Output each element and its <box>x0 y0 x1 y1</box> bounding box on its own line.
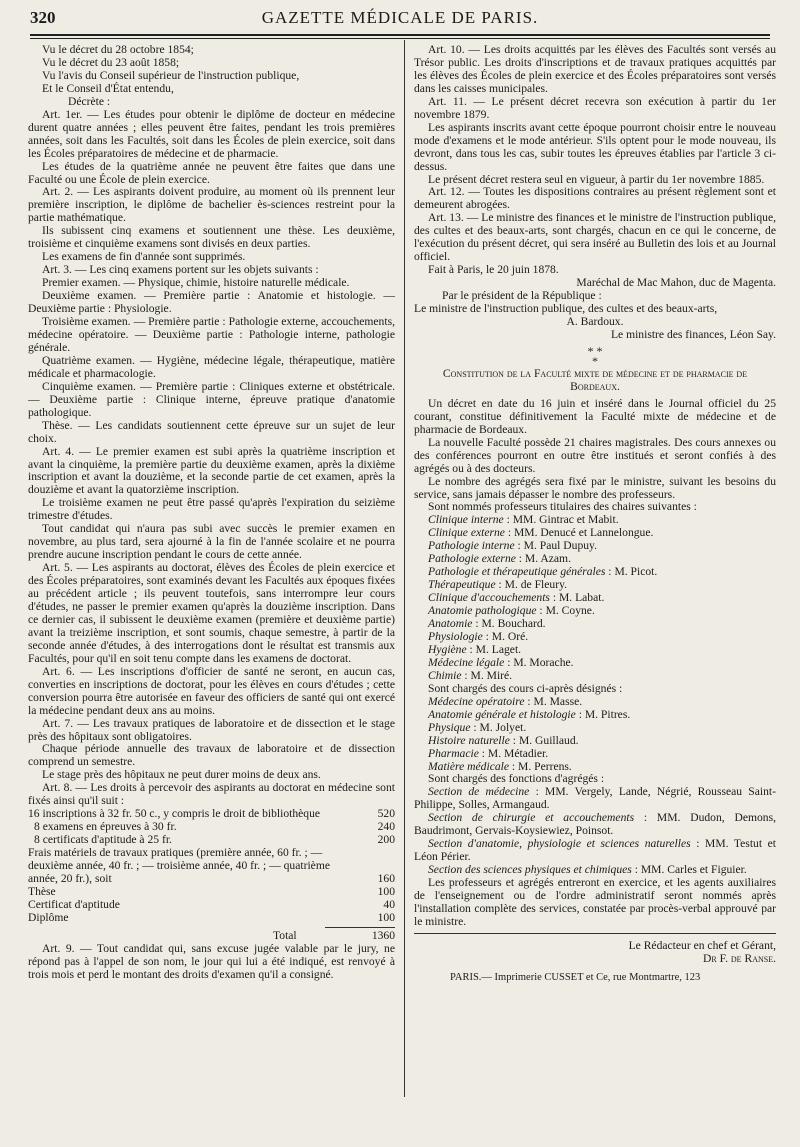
holder-names: M. de Fleury. <box>504 578 568 592</box>
paragraph: Ils subissent cinq examens et soutiennent une thèse. Les deuxième, troisième et cinquième examens sont divisés en deux parties. <box>28 224 395 251</box>
chair-name: Anatomie <box>428 617 473 631</box>
paragraph: Sont chargés des cours ci-après désignés : <box>428 681 623 695</box>
page-number: 320 <box>30 8 56 27</box>
chair-name: Clinique d'accouchements <box>428 591 550 605</box>
exam-2: Deuxième examen. — Première partie : Anatomie et histologie. — Deuxième partie : Physiologie. <box>28 289 395 316</box>
chair-name: Anatomie générale et histologie <box>428 707 576 721</box>
agreges-list <box>414 786 776 877</box>
sum-rule <box>325 927 395 928</box>
holder-names: M. Miré. <box>470 668 513 682</box>
article-13: Art. 13. — Le ministre des finances et le ministre de l'instruction publique, des cultes et des beaux-arts, sont chargés, chacun en ce qui le concerne, de l'exécution du présent décret, qui sera inséré au Bulletin des lois et au Journal officiel. <box>414 211 776 264</box>
chair-name: Médecine légale <box>428 655 505 669</box>
list-item: Clinique d'accouchements : M. Labat. <box>428 591 605 605</box>
chairs-list <box>414 514 776 682</box>
list-item: Médecine légale : M. Morache. <box>428 655 574 669</box>
list-item: Médecine opératoire : M. Masse. <box>428 694 583 708</box>
list-item: Anatomie pathologique : M. Coyne. <box>428 604 595 618</box>
paragraph: Le troisième examen ne peut être passé qu'après l'expiration du seizième trimestre d'études. <box>28 496 395 523</box>
exam-5: Cinquième examen. — Première partie : Cliniques externe et obstétricale. — Deuxième partie : Clinique interne, épreuve pratique d'anatomie pathologique. <box>28 379 395 419</box>
signature-line: Le ministre des finances, Léon Say. <box>610 327 776 341</box>
section-heading: Constitution de la Faculté mixte de médecine et de pharmacie de Bordeaux. <box>442 366 748 393</box>
paragraph: Les aspirants inscrits avant cette époque pourront choisir entre le nouveau mode d'examens et le mode antérieur. S'ils optent pour le mode nouveau, ils devront, dans tous les cas, subir toutes les épreuves établies par l'article 3 ci-dessus. <box>414 120 776 173</box>
editor-role: Le Rédacteur en chef et Gérant, <box>628 938 776 952</box>
list-item: Clinique interne : MM. Gintrac et Mabit. <box>428 513 619 527</box>
chair-name: Anatomie pathologique <box>428 604 537 618</box>
fee-row: Thèse 100 <box>28 884 395 898</box>
fee-row: 8 examens en épreuves à 30 fr. 240 <box>34 820 395 834</box>
holder-names: M. Pitres. <box>584 707 631 721</box>
list-item: Clinique externe : MM. Denucé et Lannelongue. <box>428 526 654 540</box>
chair-name: Section d'anatomie, physiologie et sciences naturelles <box>428 837 691 851</box>
holder-names: MM. Denucé et Lannelongue. <box>513 526 654 540</box>
article-6: Art. 6. — Les inscriptions d'officier de santé ne seront, en aucun cas, converties en inscriptions de doctorat, pour les élèves en cours d'études ; cette conversion pourra être autorisée en faveur des officiers de santé qui ont exercé la médecine pendant deux ans au moins. <box>28 664 395 717</box>
holder-names: M. Métadier. <box>487 746 549 760</box>
list-item: Physiologie : M. Oré. <box>428 629 529 643</box>
ornament-stars: * * * <box>587 343 603 368</box>
fee-row: Certificat d'aptitude 40 <box>28 897 395 911</box>
holder-names: MM. Gintrac et Mabit. <box>512 513 619 527</box>
paragraph: Et le Conseil d'État entendu, <box>42 81 174 95</box>
paragraph: Le stage près des hôpitaux ne peut durer moins de deux ans. <box>42 768 321 782</box>
article-10: Art. 10. — Les droits acquittés par les élèves des Facultés sont versés au Trésor public. Les droits d'inscriptions et de travaux pratiques acquittés par les élèves des Écoles de plein exercice et des Écoles préparatoires sont versés dans les caisses municipales. <box>414 43 776 95</box>
editor-name: Dr F. de Ranse. <box>702 951 776 965</box>
page-header <box>30 8 770 32</box>
paragraph: Chaque période annuelle des travaux de laboratoire et de dissection comprend un semestre. <box>28 742 395 769</box>
fee-total: Total 1360 <box>273 928 395 942</box>
article-4: Art. 4. — Le premier examen est subi après la quatrième inscription et avant la cinquième, la première partie du deuxième examen, après la dixième inscription et avant la douzième, et la seconde partie de cet examen, après la douzième et avant la quatorzième inscription. <box>28 444 395 497</box>
article-1: Art. 1er. — Les études pour obtenir le diplôme de docteur en médecine durent quatre années ; elles peuvent être faites, pendant les trois premières années, soit dans les Facultés, soit dans les Écoles de plein exercice, soit dans les Écoles préparatoires de médecine et de pharmacie. <box>28 107 395 160</box>
article-11: Art. 11. — Le présent décret recevra son exécution à partir du 1er novembre 1879. <box>414 94 776 121</box>
exam-1: Premier examen. — Physique, chimie, histoire naturelle médicale. <box>42 276 350 290</box>
list-item: Anatomie : M. Bouchard. <box>428 617 546 631</box>
paragraph: Les études de la quatrième année ne peuvent être faites que dans une Faculté ou une École de plein exercice. <box>28 159 395 186</box>
chair-name: Pathologie interne <box>428 539 515 553</box>
holder-names: M. Perrens. <box>518 759 572 773</box>
chair-name: Physiologie <box>428 629 483 643</box>
list-item: Pathologie et thérapeutique générales : M. Picot. <box>428 565 658 579</box>
chair-name: Section de médecine <box>428 785 530 799</box>
imprint: PARIS.— Imprimerie CUSSET et Ce, rue Montmartre, 123 <box>450 971 701 983</box>
holder-names: M. Jolyet. <box>479 720 527 734</box>
article-12: Art. 12. — Toutes les dispositions contraires au présent règlement sont et demeurent abrogées. <box>414 185 776 212</box>
signer: Maréchal de Mac Mahon, duc de Magenta. <box>576 276 776 290</box>
list-item: Pharmacie : M. Métadier. <box>428 746 549 760</box>
signature-line: Le ministre de l'instruction publique, des cultes et des beaux-arts, <box>414 302 718 316</box>
article-3: Art. 3. — Les cinq examens portent sur les objets suivants : <box>42 263 319 277</box>
header-rule-thin <box>30 38 770 39</box>
list-item: Pathologie externe : M. Azam. <box>428 552 571 566</box>
article-5: Art. 5. — Les aspirants au doctorat, élèves des Écoles de plein exercice et des Écoles préparatoires, sont examinés devant les Facultés aux époques fixées au précédent article ; ils peuvent toutefois, sans interrompre leur cours d'études, ne passer le premier examen qu'après la douzième inscription. Dans ce dernier cas, il subissent le deuxième examen (première et deuxième partie) avant la treizième inscription, et sont soumis, chaque semestre, à partir de la seconde année d'études, à des interrogations dont le résultat est transmis aux Facultés, pour qu'il en soit tenu compte dans les examens de doctorat. <box>28 561 395 665</box>
paragraph: Vu le décret du 23 août 1858; <box>42 55 180 69</box>
holder-names: M. Guillaud. <box>518 733 579 747</box>
exam-4: Quatrième examen. — Hygiène, médecine légale, thérapeutique, matière médicale et pharmacologie. <box>28 353 395 380</box>
holder-names: M. Labat. <box>558 591 605 605</box>
left-column <box>28 44 395 982</box>
list-item: Thérapeutique : M. de Fleury. <box>428 578 568 592</box>
holder-names: M. Laget. <box>475 642 522 656</box>
list-item: Section d'anatomie, physiologie et sciences naturelles : MM. Testut et Léon Périer. <box>414 837 776 864</box>
list-item: Histoire naturelle : M. Guillaud. <box>428 733 579 747</box>
column-divider <box>404 40 405 1097</box>
chair-name: Histoire naturelle <box>428 733 510 747</box>
chair-name: Section des sciences physiques et chimiques <box>428 863 632 877</box>
holder-names: M. Masse. <box>533 694 583 708</box>
paragraph: La nouvelle Faculté possède 21 chaires magistrales. Des cours annexes ou des conférences pourront en outre être institués et seront confiés à des agrégés ou à des docteurs. <box>414 435 776 475</box>
right-column <box>414 44 776 985</box>
list-item: Section des sciences physiques et chimiques : MM. Carles et Figuier. <box>428 863 747 877</box>
holder-names: MM. Testut et Léon Périer. <box>414 837 776 864</box>
list-item: Section de chirurgie et accouchements : MM. Dudon, Demons, Baudrimont, Gervais-Koysiewiez, Poinsot. <box>414 811 776 838</box>
holder-names: M. Morache. <box>513 655 574 669</box>
fee-row: Frais matériels de travaux pratiques (première année, 60 fr. ; — deuxième année, 40 fr. ; — troisième année, 40 fr. ; — quatrième année, 20 fr.), soit 160 <box>28 846 395 885</box>
place-date: Fait à Paris, le 20 juin 1878. <box>428 263 559 277</box>
header-rule <box>30 34 770 36</box>
fee-row: 16 inscriptions à 32 fr. 50 c., y compris le droit de bibliothèque 520 <box>28 807 395 821</box>
chair-name: Chimie <box>428 668 462 682</box>
paragraph: Décrète : <box>68 94 111 108</box>
list-item: Section de médecine : MM. Vergely, Lande, Négrié, Rousseau Saint-Philippe, Solles, Armangaud. <box>414 785 776 812</box>
chair-name: Pathologie externe <box>428 552 516 566</box>
chair-name: Section de chirurgie et accouchements <box>428 811 635 825</box>
paragraph: Sont nommés professeurs titulaires des chaires suivantes : <box>428 500 697 514</box>
fees-table <box>28 808 395 943</box>
signature-name: A. Bardoux. <box>566 315 624 329</box>
chair-name: Pharmacie <box>428 746 479 760</box>
editor-signoff <box>414 940 776 985</box>
chair-name: Médecine opératoire <box>428 694 525 708</box>
chair-name: Pathologie et thérapeutique générales <box>428 565 606 579</box>
paragraph: Tout candidat qui n'aura pas subi avec succès le premier examen en novembre, au plus tard, sera ajourné à la fin de l'année scolaire et ne pourra prendre aucune inscription pendant le cours de cette année. <box>28 522 395 562</box>
article-9: Art. 9. — Tout candidat qui, sans excuse jugée valable par le jury, ne répond pas à l'appel de son nom, le jour qui lui a été indiqué, est renvoyé à trois mois et perd le montant des droits d'examen qu'il a consigné. <box>28 941 395 981</box>
holder-names: M. Picot. <box>614 565 658 579</box>
list-item: Hygiène : M. Laget. <box>428 642 522 656</box>
holder-names: MM. Dudon, Demons, Baudrimont, Gervais-Koysiewiez, Poinsot. <box>414 811 776 838</box>
journal-title: GAZETTE MÉDICALE DE PARIS. <box>261 8 539 27</box>
paragraph: Les professeurs et agrégés entreront en exercice, et les agents auxiliaires de l'enseignement ou de l'ordre administratif seront nommés après l'installation complète des services, constatée par procès-verbal approuvé par le ministre. <box>414 876 776 928</box>
exam-3: Troisième examen. — Première partie : Pathologie externe, accouchements, médecine opératoire. — Deuxième partie : Pathologie interne, pathologie générale. <box>28 315 395 354</box>
list-item: Anatomie générale et histologie : M. Pitres. <box>428 707 631 721</box>
courses-list <box>414 696 776 774</box>
holder-names: M. Paul Dupuy. <box>523 539 597 553</box>
chair-name: Clinique externe <box>428 526 505 540</box>
list-item: Matière médicale : M. Perrens. <box>428 759 572 773</box>
paragraph: Le nombre des agrégés sera fixé par le ministre, suivant les besoins du service, sans jamais dépasser le nombre des professeurs. <box>414 474 776 501</box>
fee-row: 8 certificats d'aptitude à 25 fr. 200 <box>34 833 395 847</box>
chair-name: Matière médicale <box>428 759 510 773</box>
paragraph: Vu le décret du 28 octobre 1854; <box>42 43 194 56</box>
chair-name: Clinique interne <box>428 513 504 527</box>
paragraph: Les examens de fin d'année sont supprimés. <box>42 250 246 264</box>
paragraph: Un décret en date du 16 juin et inséré dans le Journal officiel du 25 courant, constitue définitivement la Faculté mixte de médecine et de pharmacie de Bordeaux. <box>414 396 776 436</box>
holder-names: MM. Vergely, Lande, Négrié, Rousseau Saint-Philippe, Solles, Armangaud. <box>414 785 776 812</box>
fee-row: Diplôme 100 <box>28 910 395 924</box>
chair-name: Physique <box>428 720 471 734</box>
chair-name: Hygiène <box>428 642 467 656</box>
article-8: Art. 8. — Les droits à percevoir des aspirants au doctorat en médecine sont fixés ainsi qu'il suit : <box>28 781 395 808</box>
list-item: Chimie : M. Miré. <box>428 668 513 682</box>
article-7: Art. 7. — Les travaux pratiques de laboratoire et de dissection et le stage près des hôpitaux sont obligatoires. <box>28 716 395 743</box>
decree-signatures <box>414 264 776 342</box>
list-item: Physique : M. Jolyet. <box>428 720 527 734</box>
closing-rule <box>414 933 776 934</box>
holder-names: M. Coyne. <box>545 604 595 618</box>
paragraph: Vu l'avis du Conseil supérieur de l'instruction publique, <box>42 68 300 82</box>
list-item: Pathologie interne : M. Paul Dupuy. <box>428 539 597 553</box>
signature-line: Par le président de la République : <box>442 289 602 303</box>
paragraph: Le présent décret restera seul en vigueur, à partir du 1er novembre 1885. <box>428 172 765 186</box>
article-2: Art. 2. — Les aspirants doivent produire, au moment où ils prennent leur première inscription, le diplôme de bachelier ès-sciences restreint pour la partie mathématique. <box>28 185 395 225</box>
holder-names: MM. Carles et Figuier. <box>640 863 747 877</box>
holder-names: M. Azam. <box>524 552 571 566</box>
these: Thèse. — Les candidats soutiennent cette épreuve sur un sujet de leur choix. <box>28 418 395 445</box>
paragraph: Sont chargés des fonctions d'agrégés : <box>428 772 605 786</box>
holder-names: M. Oré. <box>491 629 529 643</box>
chair-name: Thérapeutique <box>428 578 496 592</box>
holder-names: M. Bouchard. <box>481 617 546 631</box>
